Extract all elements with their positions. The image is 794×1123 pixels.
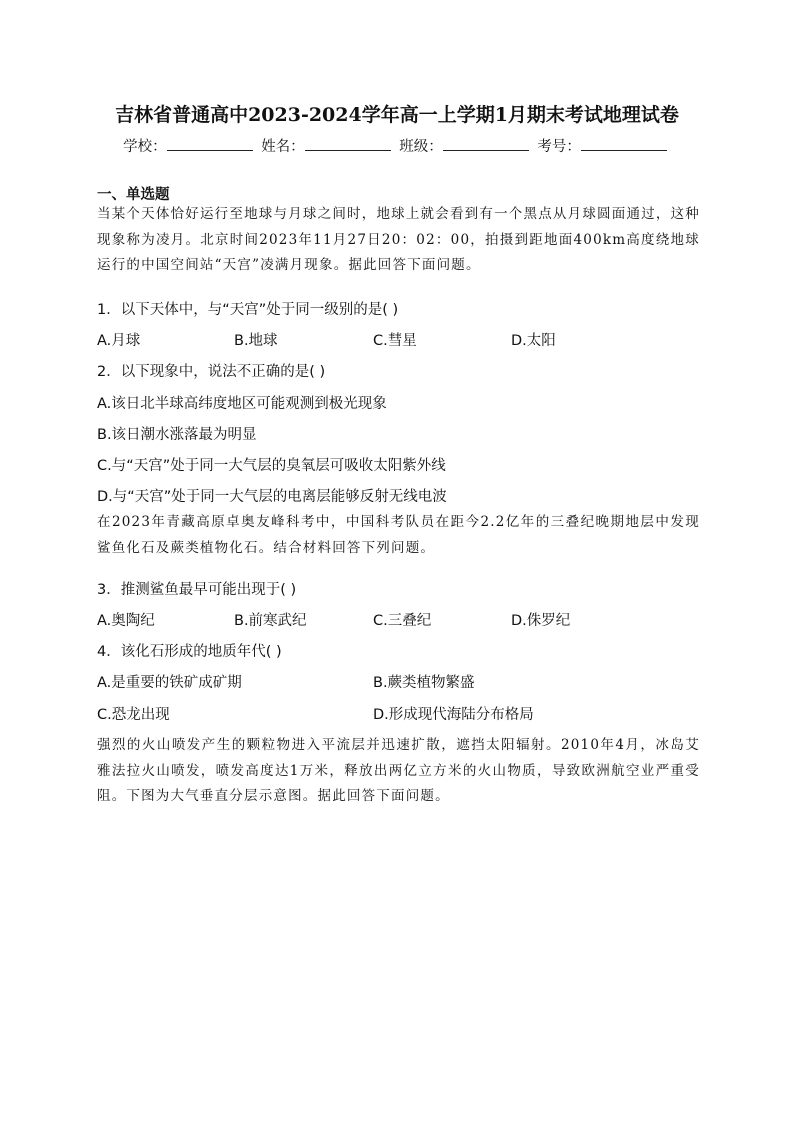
section-title: 一、单选题 xyxy=(97,187,170,203)
exam-no-label: 考号： xyxy=(537,139,581,155)
question-1-option-b[interactable]: B.地球 xyxy=(234,333,278,349)
passage-3: 强烈的火山喷发产生的颗粒物进入平流层并迅速扩散，遮挡太阳辐射。2010年4月，冰岛艾雅法拉火山喷发，喷发高度达1万米，释放出两亿立方米的火山物质，导致欧洲航空业严重受阻。下图为大气垂直分层示意图。据此回答下面问题。 xyxy=(97,737,700,804)
question-2-option-d[interactable]: D.与“天宫”处于同一大气层的电离层能够反射无线电波 xyxy=(97,489,447,505)
class-blank[interactable] xyxy=(443,136,529,151)
question-3-option-b[interactable]: B.前寒武纪 xyxy=(234,613,307,629)
passage-2: 在2023年青藏高原卓奥友峰科考中，中国科考队员在距今2.2亿年的三叠纪晚期地层中发现鲨鱼化石及蕨类植物化石。结合材料回答下列问题。 xyxy=(97,514,700,556)
class-label: 班级： xyxy=(399,139,443,155)
question-3-option-c[interactable]: C.三叠纪 xyxy=(373,613,432,629)
school-label: 学校： xyxy=(123,139,167,155)
passage-1: 当某个天体恰好运行至地球与月球之间时，地球上就会看到有一个黑点从月球圆面通过，这种现象称为凌月。北京时间2023年11月27日20：02：00，拍摄到距地面400km高度绕地球运行的中国空间站“天宫”凌满月现象。据此回答下面问题。 xyxy=(97,206,700,273)
question-4-option-c[interactable]: C.恐龙出现 xyxy=(97,707,170,723)
exam-no-blank[interactable] xyxy=(581,136,667,151)
question-1-option-d[interactable]: D.太阳 xyxy=(511,333,556,349)
question-2-option-c[interactable]: C.与“天宫”处于同一大气层的臭氧层可吸收太阳紫外线 xyxy=(97,458,446,474)
question-3-stem: 3．推测鲨鱼最早可能出现于( ) xyxy=(97,582,297,598)
question-4-option-a[interactable]: A.是重要的铁矿成矿期 xyxy=(97,675,242,691)
name-label: 姓名： xyxy=(261,139,305,155)
question-3-option-d[interactable]: D.侏罗纪 xyxy=(511,613,571,629)
question-1-stem: 1．以下天体中，与“天宫”处于同一级别的是( ) xyxy=(97,302,399,318)
question-2-stem: 2．以下现象中，说法不正确的是( ) xyxy=(97,364,326,380)
page-title: 吉林省普通高中2023-2024学年高一上学期1月期末考试地理试卷 xyxy=(115,104,679,126)
question-2-option-a[interactable]: A.该日北半球高纬度地区可能观测到极光现象 xyxy=(97,396,387,412)
question-1-option-c[interactable]: C.彗星 xyxy=(373,333,417,349)
question-4-option-d[interactable]: D.形成现代海陆分布格局 xyxy=(373,707,534,723)
question-1-option-a[interactable]: A.月球 xyxy=(97,333,141,349)
question-3-option-a[interactable]: A.奥陶纪 xyxy=(97,613,155,629)
name-blank[interactable] xyxy=(305,136,391,151)
student-info-row xyxy=(0,135,794,156)
question-4-stem: 4．该化石形成的地质年代( ) xyxy=(97,644,282,660)
school-blank[interactable] xyxy=(167,136,253,151)
question-2-option-b[interactable]: B.该日潮水涨落最为明显 xyxy=(97,427,257,443)
question-4-option-b[interactable]: B.蕨类植物繁盛 xyxy=(373,675,475,691)
